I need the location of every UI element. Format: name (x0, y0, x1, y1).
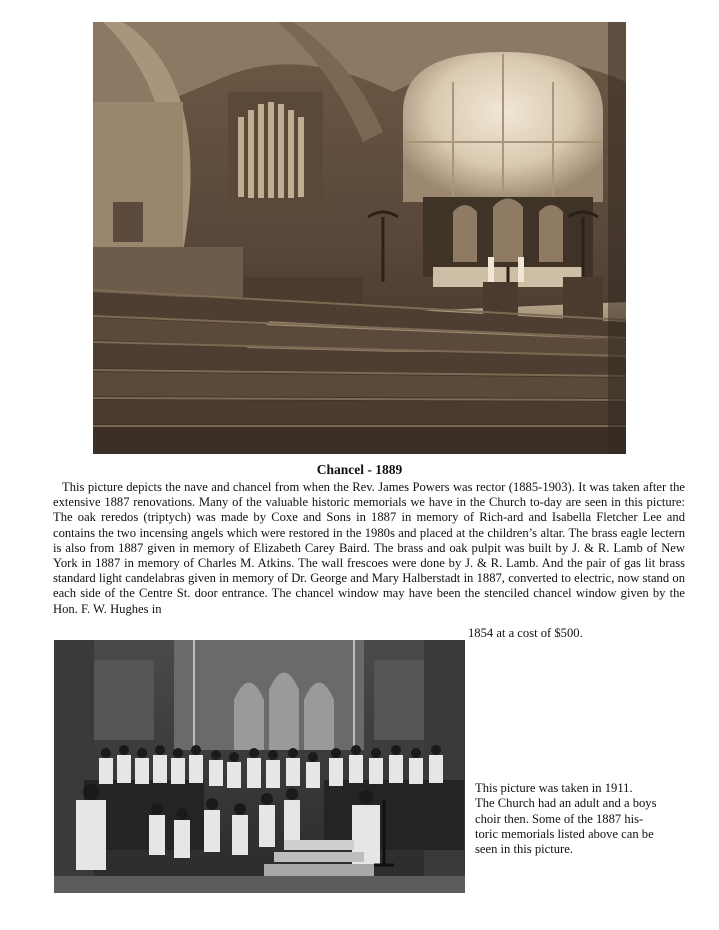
choir-1911-photo (54, 640, 465, 893)
caption-line: This picture was taken in 1911. (475, 781, 633, 795)
caption-line: choir then. Some of the 1887 his- (475, 811, 644, 826)
chancel-1889-photo (93, 22, 626, 454)
caption-line: The Church had an adult and a boys (475, 796, 657, 811)
caption-line: toric memorials listed above can be (475, 826, 654, 841)
choir-photo-caption (475, 781, 690, 857)
caption-line: seen in this picture. (475, 842, 573, 857)
chancel-interior-image (93, 22, 626, 454)
photo-description (53, 480, 685, 617)
photo-caption-title: Chancel - 1889 (316, 462, 403, 477)
choir-image (54, 640, 465, 893)
description-last-line: 1854 at a cost of $500. (468, 626, 583, 640)
description-paragraph: This picture depicts the nave and chancel from when the Rev. James Powers was rector (1885-1903). It was taken after the extensive 1887 renovations. Many of the valuable historic memorials we have in the Church to-day are seen in this picture: The oak reredos (triptych) was made by Coxe and Sons in 1887 in memory of Rich-ard and Isabella Fletcher Lee and contains the two incensing angels which were restored in the 1980s and placed at the children’s altar. The brass eagle lectern is also from 1887 given in memory of Elizabeth Carey Baird. The brass and oak pulpit was built by J. & R. Lamb of New York in 1887 in memory of Charles M. Atkins. The wall frescoes were done by J. & R. Lamb. And the pair of gas lit brass standard light candelabras given in memory of Dr. George and Mary Halberstadt in 1887, converted to electric, now stand on each side of the Centre St. door entrance. The chancel window may have been the stenciled chancel window given by the Hon. F. W. Hughes in (53, 480, 685, 616)
